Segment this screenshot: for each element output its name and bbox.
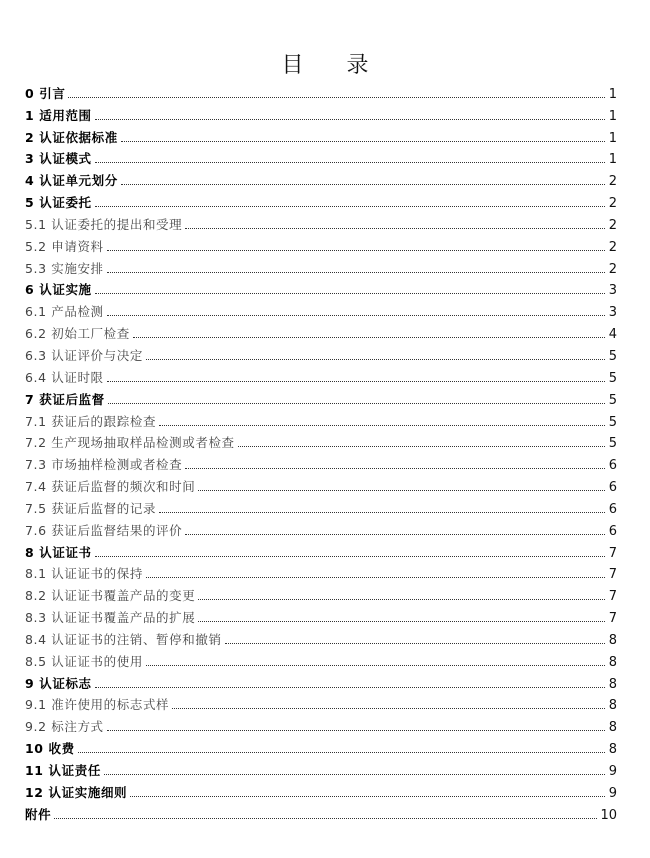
dot-leader — [107, 315, 605, 316]
toc-entry[interactable] — [25, 146, 617, 168]
toc-entry[interactable] — [25, 408, 617, 430]
dot-leader — [107, 272, 605, 273]
dot-leader — [95, 293, 605, 294]
toc-entry[interactable] — [25, 364, 617, 386]
toc-entry-page: 1 — [608, 86, 617, 102]
toc-entry-label: 7.6 获证后监督结果的评价 — [25, 522, 183, 538]
toc-entry-label: 6 认证实施 — [25, 282, 92, 298]
toc-entry[interactable] — [25, 735, 617, 757]
dot-leader — [130, 796, 605, 797]
dot-leader — [238, 446, 605, 447]
toc-entry-label: 7.5 获证后监督的记录 — [25, 500, 157, 516]
toc-entry[interactable] — [25, 298, 617, 320]
dot-leader — [121, 184, 605, 185]
toc-entry-page: 6 — [608, 480, 617, 496]
toc-entry-page: 5 — [608, 348, 617, 364]
toc-entry[interactable] — [25, 539, 617, 561]
toc-entry-label: 7.4 获证后监督的频次和时间 — [25, 479, 196, 495]
toc-entry[interactable] — [25, 430, 617, 452]
toc-entry-label: 10 收费 — [25, 741, 75, 757]
dot-leader — [198, 490, 605, 491]
dot-leader — [146, 359, 605, 360]
toc-entry-page: 8 — [608, 720, 617, 736]
toc-entry[interactable] — [25, 320, 617, 342]
toc-entry-page: 5 — [608, 370, 617, 386]
toc-entry-label: 5.3 实施安排 — [25, 260, 104, 276]
toc-entry-label: 8.5 认证证书的使用 — [25, 653, 143, 669]
toc-entry-page: 2 — [608, 217, 617, 233]
dot-leader — [107, 381, 605, 382]
dot-leader — [198, 621, 605, 622]
toc-entry[interactable] — [25, 648, 617, 670]
toc-entry[interactable] — [25, 189, 617, 211]
toc-entry-label: 8.3 认证证书覆盖产品的扩展 — [25, 610, 196, 626]
toc-entry-page: 2 — [608, 239, 617, 255]
toc-entry[interactable] — [25, 277, 617, 299]
toc-entry-page: 6 — [608, 501, 617, 517]
dot-leader — [185, 534, 605, 535]
dot-leader — [95, 162, 605, 163]
toc-entry-page: 7 — [608, 567, 617, 583]
toc-entry-label: 4 认证单元划分 — [25, 173, 118, 189]
dot-leader — [95, 687, 605, 688]
toc-entry[interactable] — [25, 124, 617, 146]
toc-entry-label: 8.2 认证证书覆盖产品的变更 — [25, 588, 196, 604]
toc-title: 目 录 — [281, 53, 387, 78]
toc-entry[interactable] — [25, 604, 617, 626]
toc-entry-page: 8 — [608, 632, 617, 648]
toc-entry[interactable] — [25, 473, 617, 495]
dot-leader — [78, 752, 605, 753]
toc-entry-label: 6.1 产品检测 — [25, 304, 104, 320]
toc-entry-page: 2 — [608, 174, 617, 190]
toc-entry-label: 7.3 市场抽样检测或者检查 — [25, 457, 183, 473]
toc-entry[interactable] — [25, 255, 617, 277]
toc-entry-page: 7 — [608, 545, 617, 561]
toc-entry[interactable] — [25, 495, 617, 517]
toc-entry-page: 1 — [608, 152, 617, 168]
toc-entry-page: 8 — [608, 676, 617, 692]
toc-entry-label: 6.4 认证时限 — [25, 369, 104, 385]
toc-entry-page: 1 — [608, 130, 617, 146]
toc-entry-page: 2 — [608, 196, 617, 212]
toc-entry-label: 5 认证委托 — [25, 195, 92, 211]
dot-leader — [121, 141, 605, 142]
toc-entry[interactable] — [25, 102, 617, 124]
toc-entry[interactable] — [25, 561, 617, 583]
dot-leader — [133, 337, 605, 338]
toc-entry-page: 4 — [608, 327, 617, 343]
toc-entry[interactable] — [25, 801, 617, 823]
dot-leader — [95, 119, 605, 120]
dot-leader — [185, 228, 605, 229]
toc-entry-page: 8 — [608, 654, 617, 670]
toc-entry-label: 3 认证模式 — [25, 151, 92, 167]
toc-entry-label: 9 认证标志 — [25, 675, 92, 691]
toc-entry-label: 1 适用范围 — [25, 107, 92, 123]
toc-entry-page: 9 — [608, 764, 617, 779]
table-of-contents — [25, 80, 617, 823]
toc-entry-page: 5 — [608, 392, 617, 408]
toc-entry[interactable] — [25, 757, 617, 779]
toc-entry[interactable] — [25, 779, 617, 801]
toc-entry[interactable] — [25, 342, 617, 364]
toc-entry-label: 12 认证实施细则 — [25, 784, 128, 800]
toc-entry-page: 1 — [608, 108, 617, 124]
toc-entry-label: 附件 — [25, 806, 52, 822]
toc-entry[interactable] — [25, 80, 617, 102]
toc-entry-page: 7 — [608, 589, 617, 605]
toc-entry-page: 5 — [608, 436, 617, 452]
toc-entry-label: 8.1 认证证书的保持 — [25, 566, 143, 582]
dot-leader — [225, 643, 605, 644]
toc-entry-page: 6 — [608, 523, 617, 539]
toc-entry[interactable] — [25, 670, 617, 692]
dot-leader — [146, 577, 605, 578]
toc-entry[interactable] — [25, 386, 617, 408]
dot-leader — [95, 556, 605, 557]
toc-entry-label: 8.4 认证证书的注销、暂停和撤销 — [25, 631, 222, 647]
toc-entry-page: 5 — [608, 414, 617, 430]
toc-entry-page: 8 — [608, 698, 617, 714]
toc-entry-label: 6.2 初始工厂检查 — [25, 326, 130, 342]
toc-entry-label: 7.1 获证后的跟踪检查 — [25, 413, 157, 429]
toc-entry[interactable] — [25, 692, 617, 714]
toc-entry-page: 6 — [608, 458, 617, 474]
dot-leader — [104, 774, 605, 775]
toc-entry-label: 2 认证依据标准 — [25, 129, 118, 145]
toc-entry-page: 10 — [600, 807, 617, 823]
toc-entry-label: 0 引言 — [25, 85, 66, 101]
toc-entry-page: 3 — [608, 283, 617, 299]
dot-leader — [54, 818, 597, 819]
toc-entry-label: 7.2 生产现场抽取样品检测或者检查 — [25, 435, 235, 451]
toc-entry-label: 6.3 认证评价与决定 — [25, 347, 143, 363]
toc-entry-label: 9.1 准许使用的标志式样 — [25, 697, 170, 713]
dot-leader — [108, 403, 605, 404]
toc-entry-page: 2 — [608, 261, 617, 277]
toc-entry[interactable] — [25, 167, 617, 189]
toc-entry-page: 3 — [608, 305, 617, 321]
dot-leader — [159, 425, 605, 426]
dot-leader — [146, 665, 605, 666]
toc-entry-label: 7 获证后监督 — [25, 391, 105, 407]
dot-leader — [185, 468, 605, 469]
dot-leader — [107, 250, 605, 251]
dot-leader — [95, 206, 605, 207]
toc-entry-label: 5.1 认证委托的提出和受理 — [25, 216, 183, 232]
toc-entry[interactable] — [25, 582, 617, 604]
dot-leader — [172, 708, 605, 709]
toc-entry-page: 7 — [608, 611, 617, 627]
toc-entry-label: 9.2 标注方式 — [25, 719, 104, 735]
toc-entry-label: 11 认证责任 — [25, 763, 101, 778]
dot-leader — [159, 512, 605, 513]
toc-entry[interactable] — [25, 211, 617, 233]
toc-entry[interactable] — [25, 233, 617, 255]
dot-leader — [107, 730, 605, 731]
toc-entry-label: 5.2 申请资料 — [25, 238, 104, 254]
toc-entry[interactable] — [25, 713, 617, 735]
toc-entry[interactable] — [25, 517, 617, 539]
toc-entry[interactable] — [25, 626, 617, 648]
toc-entry-page: 8 — [608, 742, 617, 758]
dot-leader — [68, 97, 605, 98]
toc-entry-label: 8 认证证书 — [25, 544, 92, 560]
toc-entry[interactable] — [25, 451, 617, 473]
dot-leader — [198, 599, 605, 600]
toc-entry-page: 9 — [608, 785, 617, 801]
